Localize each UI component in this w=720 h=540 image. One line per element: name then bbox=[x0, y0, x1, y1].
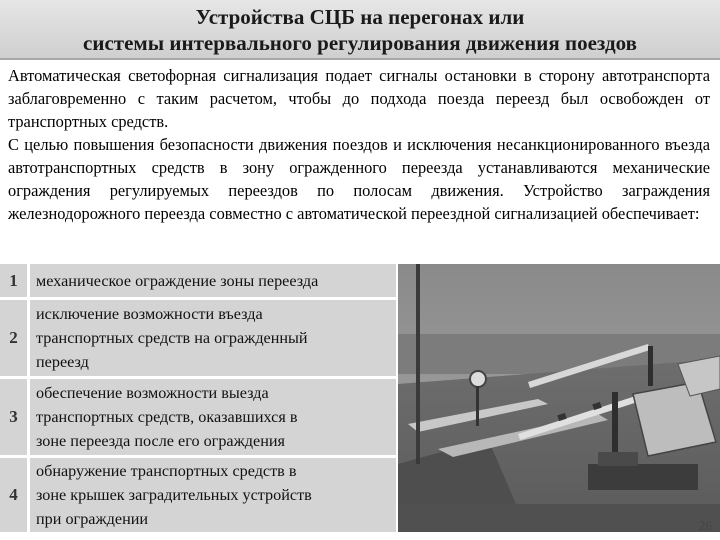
item-line: транспортных средств на огражденный bbox=[36, 329, 308, 347]
item-number: 1 bbox=[0, 264, 30, 297]
item-line: зоне переезда после его ограждения bbox=[36, 432, 285, 450]
item-line: механическое ограждение зоны переезда bbox=[36, 271, 319, 290]
title-line-1: Устройства СЦБ на перегонах или bbox=[195, 5, 525, 29]
item-line: обнаружение транспортных средств в bbox=[36, 462, 297, 480]
crossing-barrier-image bbox=[398, 264, 720, 532]
item-line: переезд bbox=[36, 353, 89, 371]
title-line-2: системы интервального регулирования движения поездов bbox=[83, 31, 637, 55]
item-text bbox=[30, 264, 396, 297]
list-item bbox=[0, 379, 396, 455]
item-text bbox=[30, 379, 396, 455]
item-line: при ограждении bbox=[36, 510, 149, 528]
intro-text bbox=[8, 64, 710, 225]
item-number: 3 bbox=[0, 379, 30, 455]
item-line: исключение возможности въезда bbox=[36, 305, 263, 323]
list-item bbox=[0, 458, 396, 532]
page-number: 26 bbox=[699, 518, 712, 533]
item-number: 4 bbox=[0, 458, 30, 532]
item-number: 2 bbox=[0, 300, 30, 376]
item-text bbox=[30, 300, 396, 376]
railway-crossing-photo bbox=[398, 264, 720, 532]
item-line: обеспечение возможности выезда bbox=[36, 384, 269, 402]
slide-title bbox=[0, 0, 720, 60]
item-text bbox=[30, 458, 396, 532]
item-line: транспортных средств, оказавшихся в bbox=[36, 408, 298, 426]
list-item bbox=[0, 264, 396, 297]
item-line: зоне крышек заградительных устройств bbox=[36, 486, 312, 504]
list-item bbox=[0, 300, 396, 376]
intro-paragraph-2: С целью повышения безопасности движения поездов и исключения несанкционированного въезда автотранспортных средств в зону огражденного переезда устанавливаются механические ограждения регулируемых переездов по полосам движения. Устройство заграждения железнодорожного переезда совместно с автоматической переездной сигнализацией обеспечивает: bbox=[8, 135, 710, 223]
feature-list bbox=[0, 264, 396, 532]
intro-paragraph-1: Автоматическая светофорная сигнализация подает сигналы остановки в сторону автотранспорта заблаговременно с таким расчетом, чтобы до подхода поезда переезд был освобожден от транспортных средств. bbox=[8, 66, 710, 131]
